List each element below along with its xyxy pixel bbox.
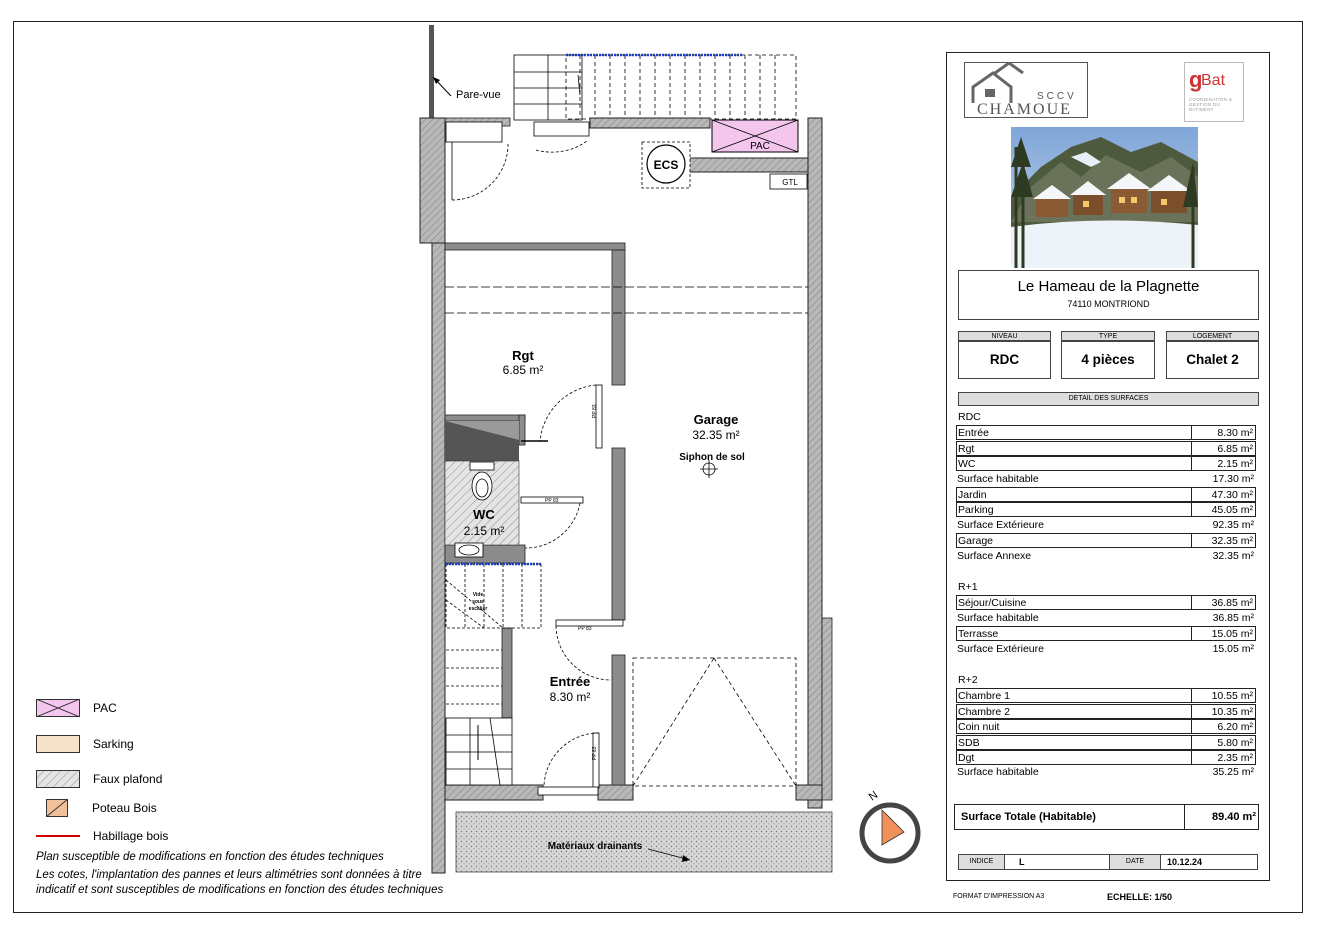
- gbat-sub: COORDINATION & GESTION DU BATIMENT: [1189, 97, 1233, 112]
- plan-notes: [36, 850, 443, 901]
- surface-label: SDB: [958, 736, 980, 749]
- surface-row: [956, 735, 1256, 750]
- ecs-tank: [642, 142, 690, 188]
- surface-row: [956, 425, 1256, 440]
- total-surface-value: 89.40 m²: [1211, 811, 1256, 823]
- ecs-label: ECS: [653, 158, 679, 172]
- surface-row: [956, 626, 1256, 641]
- surface-label: Surface habitable: [957, 766, 1039, 779]
- project-title-box: [958, 270, 1259, 320]
- surface-row: [956, 502, 1256, 517]
- garage-door: [633, 658, 796, 786]
- note-2: Les cotes, l'implantation des pannes et leurs altimétries sont données à titre: [36, 869, 422, 881]
- note-1: Plan susceptible de modifications en fonction des études techniques: [36, 851, 384, 863]
- surface-row: [956, 688, 1256, 703]
- surface-value: 35.25 m²: [1212, 766, 1254, 779]
- room-name-rgt: Rgt: [512, 348, 534, 363]
- niveau-header: NIVEAU: [958, 331, 1051, 341]
- vide-label-1: Vide: [472, 592, 484, 598]
- detail-surfaces-header: DETAIL DES SURFACES: [958, 392, 1259, 406]
- surface-label: Terrasse: [958, 628, 999, 641]
- surface-row: [956, 704, 1256, 719]
- legend-item-poteau-bois: [36, 797, 157, 819]
- interior-doors: [521, 385, 623, 795]
- pac-swatch: [36, 699, 80, 717]
- surface-value: 15.05 m²: [1212, 642, 1254, 655]
- surface-label: Coin nuit: [958, 721, 1000, 734]
- surface-row: [956, 765, 1256, 780]
- siphon-label: Siphon de sol: [679, 452, 745, 463]
- door-pp-wc: PP 83: [545, 498, 559, 504]
- door-top-left: [446, 122, 589, 200]
- surface-label: WC: [958, 458, 976, 471]
- door-pp-front: PP 83: [592, 746, 598, 760]
- surface-row: [956, 719, 1256, 734]
- chamoue-text: CHAMOUE: [977, 101, 1072, 118]
- surface-label: Séjour/Cuisine: [958, 597, 1027, 610]
- surface-row: [956, 611, 1256, 626]
- date-header: DATE: [1109, 855, 1161, 869]
- surface-value: 15.05 m²: [1211, 628, 1253, 641]
- surface-label: Surface Annexe: [957, 549, 1032, 562]
- type-header: TYPE: [1061, 331, 1155, 341]
- scale: ECHELLE: 1/50: [1107, 892, 1173, 902]
- gtl-label: GTL: [782, 178, 798, 187]
- surface-value: 36.85 m²: [1212, 611, 1254, 624]
- surface-row: [956, 642, 1256, 657]
- legend-label-poteau-bois: Poteau Bois: [92, 801, 157, 815]
- logement-value: Chalet 2: [1166, 341, 1259, 379]
- surface-row: [956, 456, 1256, 471]
- surface-label: Entrée: [958, 427, 989, 440]
- surface-label: Chambre 1: [958, 690, 1010, 703]
- total-surface-row: [954, 804, 1259, 830]
- surface-value: 17.30 m²: [1212, 472, 1254, 485]
- sccv-text: SCCV: [1037, 91, 1077, 102]
- surface-label: Garage: [958, 535, 994, 548]
- north-compass: [862, 789, 918, 861]
- surface-label: Dgt: [958, 752, 975, 764]
- door-pp-rgt: PP 83: [592, 404, 598, 418]
- legend-item-habillage-bois: [36, 825, 168, 847]
- surface-value: 47.30 m²: [1211, 489, 1253, 501]
- niveau-value: RDC: [958, 341, 1051, 379]
- surface-label: Jardin: [958, 489, 987, 501]
- gbat-g: g: [1189, 67, 1203, 92]
- gbat-logo: [1184, 62, 1244, 122]
- room-area-garage: 32.35 m²: [692, 428, 740, 442]
- surface-section: [956, 580, 1256, 595]
- surface-value: 8.30 m²: [1217, 427, 1253, 440]
- room-area-wc: 2.15 m²: [463, 524, 505, 538]
- indice-header: INDICE: [959, 855, 1005, 869]
- surface-section: [956, 410, 1256, 425]
- legend-label-sarking: Sarking: [93, 737, 134, 751]
- surface-value: 92.35 m²: [1212, 518, 1254, 531]
- chamoue-logo: [964, 62, 1088, 118]
- legend-label-faux-plafond: Faux plafond: [93, 772, 163, 786]
- date-value: 10.12.24: [1167, 857, 1203, 867]
- chalet-rendering-image: [1011, 127, 1198, 268]
- surface-label: Surface Extérieure: [957, 518, 1044, 531]
- surface-value: 6.85 m²: [1217, 442, 1253, 455]
- print-format: FORMAT D'IMPRESSION A3: [953, 893, 1045, 900]
- total-surface-label: Surface Totale (Habitable): [961, 811, 1096, 823]
- stair: [446, 564, 541, 785]
- surface-label: Surface Extérieure: [957, 642, 1044, 655]
- pac-label: PAC: [750, 141, 770, 152]
- pare-vue-post: [429, 25, 434, 118]
- sarking-swatch: [36, 735, 80, 753]
- surface-value: 36.85 m²: [1211, 597, 1253, 610]
- surface-label: Rgt: [958, 442, 975, 455]
- poteau-bois-swatch: [46, 799, 68, 817]
- legend-label-habillage-bois: Habillage bois: [93, 829, 169, 843]
- surface-value: 32.35 m²: [1211, 535, 1253, 548]
- note-3: indicatif et sont susceptibles de modifications en fonction des études techniques: [36, 884, 444, 896]
- surface-value: 2.35 m²: [1217, 752, 1253, 764]
- vide-label-2: sous: [472, 599, 484, 605]
- surface-value: 10.55 m²: [1211, 690, 1253, 703]
- pare-vue-label: Pare-vue: [456, 89, 501, 101]
- logement-header: LOGEMENT: [1166, 331, 1259, 341]
- room-name-garage: Garage: [693, 412, 739, 427]
- type-value: 4 pièces: [1061, 341, 1155, 379]
- upper-balcony-outline: [566, 55, 796, 119]
- surface-label: RDC: [958, 411, 981, 423]
- surface-value: 2.15 m²: [1217, 458, 1253, 471]
- surface-label: Surface habitable: [957, 472, 1039, 485]
- drainage-label: Matériaux drainants: [547, 841, 643, 852]
- room-name-wc: WC: [473, 507, 495, 522]
- surface-row: [956, 518, 1256, 533]
- door-pp-entree: PP 83: [578, 626, 592, 632]
- legend-item-faux-plafond: [36, 768, 162, 790]
- surface-row: [956, 595, 1256, 610]
- revision-row: [958, 854, 1258, 870]
- room-name-entree: Entrée: [549, 674, 591, 689]
- indice-value: L: [1019, 857, 1025, 867]
- surface-value: 45.05 m²: [1211, 504, 1253, 517]
- vide-label-3: escalier: [468, 606, 488, 612]
- surface-row: [956, 549, 1256, 564]
- gbat-bat: Bat: [1201, 72, 1226, 89]
- surface-label: R+1: [958, 581, 978, 593]
- legend-item-pac: [36, 697, 117, 719]
- room-area-entree: 8.30 m²: [549, 690, 591, 704]
- project-address: 74110 MONTRIOND: [1067, 299, 1150, 309]
- project-name: Le Hameau de la Plagnette: [1017, 278, 1200, 295]
- legend-item-sarking: [36, 733, 134, 755]
- drainage-area: [456, 812, 832, 872]
- surface-value: 32.35 m²: [1212, 549, 1254, 562]
- surface-value: 10.35 m²: [1211, 705, 1253, 718]
- surface-label: Chambre 2: [958, 705, 1010, 718]
- surface-row: [956, 441, 1256, 456]
- habillage-bois-swatch: [36, 835, 80, 837]
- surface-value: 6.20 m²: [1217, 721, 1253, 734]
- surface-row: [956, 472, 1256, 487]
- surface-row: [956, 750, 1256, 765]
- faux-plafond-swatch: [36, 770, 80, 788]
- surface-label: R+2: [958, 674, 978, 686]
- exterior-stair: [514, 55, 582, 120]
- surface-row: [956, 533, 1256, 548]
- legend-label-pac: PAC: [93, 701, 117, 715]
- pac-unit: [712, 120, 798, 152]
- surface-label: Surface habitable: [957, 611, 1039, 624]
- surface-label: Parking: [958, 504, 994, 517]
- surface-value: 5.80 m²: [1217, 736, 1253, 749]
- room-area-rgt: 6.85 m²: [502, 363, 544, 377]
- surface-row: [956, 487, 1256, 502]
- surface-section: [956, 673, 1256, 688]
- north-label: N: [866, 789, 881, 804]
